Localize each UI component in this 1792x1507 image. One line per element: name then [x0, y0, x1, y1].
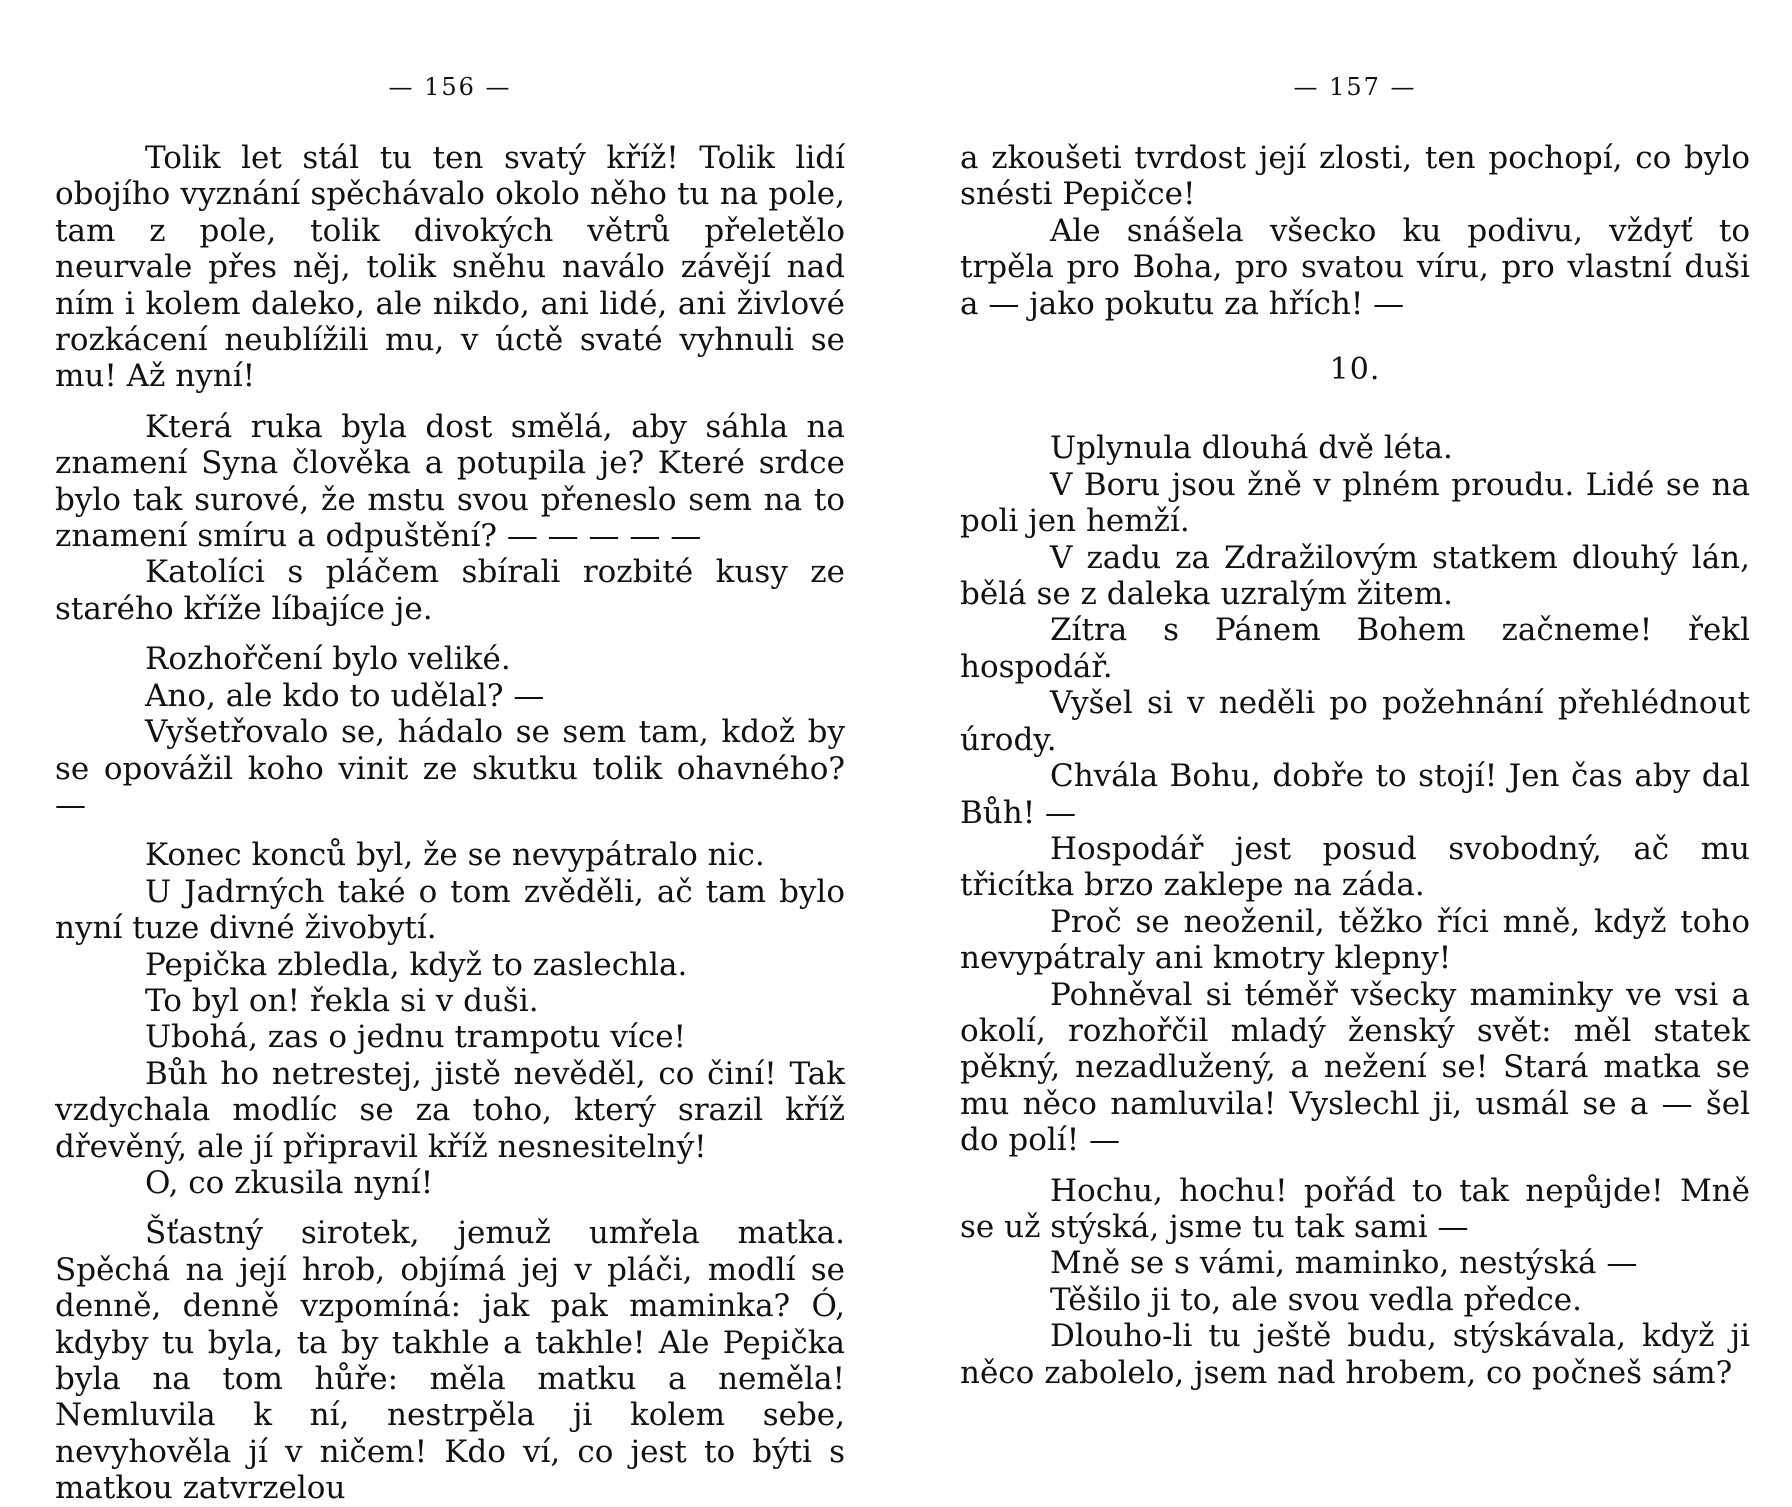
right-page — [960, 72, 1750, 1452]
paragraph: Hospodář jest posud svobodný, ač mu třicítka brzo zaklepe na záda. — [960, 830, 1750, 904]
paragraph: Bůh ho netrestej, jistě nevěděl, co činí! Tak vzdychala modlíc se za toho, který srazil kříž dřevěný, ale jí připravil kříž nesnesitelný! — [55, 1055, 845, 1165]
paragraph: Rozhořčení bylo veliké. — [145, 641, 511, 678]
paragraph: Těšilo ji to, ale svou vedla předce. — [1050, 1281, 1582, 1318]
page-number-right: — 157 — — [1293, 73, 1417, 101]
paragraph: Hochu, hochu! pořád to tak nepůjde! Mně se už stýská, jsme tu tak sami — — [960, 1172, 1750, 1245]
paragraph: V zadu za Zdražilovým statkem dlouhý lán, bělá se z daleka uzralým žitem. — [960, 539, 1750, 613]
chapter-heading: 10. — [1329, 352, 1381, 388]
right-page-text — [960, 140, 1750, 1391]
paragraph: Pepička zbledla, když to zaslechla. — [145, 946, 688, 983]
paragraph: O, co zkusila nyní! — [145, 1164, 434, 1201]
left-page — [55, 72, 845, 1507]
paragraph: Ale snášela všecko ku podivu, vždyť to trpěla pro Boha, pro svatou víru, pro vlastní duši a — jako pokutu za hřích! — — [960, 212, 1750, 322]
paragraph: Pohněval si téměř všecky maminky ve vsi a okolí, rozhořčil mladý ženský svět: měl statek pěkný, nezadlužený, a nežení se! Stará matka se mu něco namluvila! Vyslechl ji, usmál se a — šel do polí! — — [960, 976, 1750, 1159]
page-number-left: — 156 — — [388, 73, 512, 101]
paragraph: Zítra s Pánem Bohem začneme! řekl hospodář. — [960, 612, 1750, 685]
paragraph: Chvála Bohu, dobře to stojí! Jen čas aby dal Bůh! — — [960, 758, 1750, 831]
paragraph: Konec konců byl, že se nevypátralo nic. — [145, 837, 765, 874]
paragraph: To byl on! řekla si v duši. — [145, 982, 539, 1019]
paragraph: Uplynula dlouhá dvě léta. — [1050, 430, 1453, 467]
paragraph: Mně se s vámi, maminko, nestýská — — [1050, 1245, 1638, 1282]
paragraph: V Boru jsou žně v plném proudu. Lidé se na poli jen hemží. — [960, 466, 1750, 540]
paragraph: Ubohá, zas o jednu trampotu více! — [145, 1019, 687, 1056]
paragraph: Dlouho-li tu ještě budu, stýskávala, když ji něco zabolelo, jsem nad hrobem, co počneš sám? — [960, 1318, 1750, 1391]
left-page-text — [55, 140, 845, 1507]
paragraph: a zkoušeti tvrdost její zlosti, ten pochopí, co bylo snésti Pepičce! — [960, 140, 1750, 213]
paragraph: Ano, ale kdo to udělal? — — [145, 677, 545, 714]
paragraph: Katolíci s pláčem sbírali rozbité kusy ze starého kříže líbajíce je. — [55, 554, 845, 627]
paragraph: Která ruka byla dost smělá, aby sáhla na znamení Syna člověka a potupila je? Které srdce bylo tak surové, že mstu svou přeneslo sem na to znamení smíru a odpuštění? — — — — — — [55, 408, 845, 555]
paragraph: Vyšetřovalo se, hádalo se sem tam, kdož by se opovážil koho vinit ze skutku tolik ohavného? — — [55, 714, 845, 823]
paragraph: Šťastný sirotek, jemuž umřela matka. Spěchá na její hrob, objímá jej v pláči, modlí se denně, denně vzpomíná: jak pak maminka? Ó, kdyby tu byla, ta by takhle a takhle! Ale Pepička byla na tom hůře: měla matku a neměla! Nemluvila k ní, nestrpěla ji kolem sebe, nevyhověla jí v ničem! Kdo ví, co jest to býti s matkou zatvrzelou — [55, 1215, 845, 1507]
paragraph: Vyšel si v neděli po požehnání přehlédnout úrody. — [960, 685, 1750, 758]
paragraph: Proč se neoženil, těžko říci mně, když toho nevypátraly ani kmotry klepny! — [960, 903, 1750, 977]
paragraph: U Jadrných také o tom zvěděli, ač tam bylo nyní tuze divné živobytí. — [55, 873, 845, 947]
paragraph: Tolik let stál tu ten svatý kříž! Tolik lidí obojího vyznání spěchávalo okolo něho tu na pole, tam z pole, tolik divokých větrů přeletělo neurvale přes něj, tolik sněhu naválo závějí nad ním i kolem daleko, ale nikdo, ani lidé, ani živlové rozkácení neublížili mu, v úctě svaté vyhnuli se mu! Až nyní! — [55, 140, 845, 395]
